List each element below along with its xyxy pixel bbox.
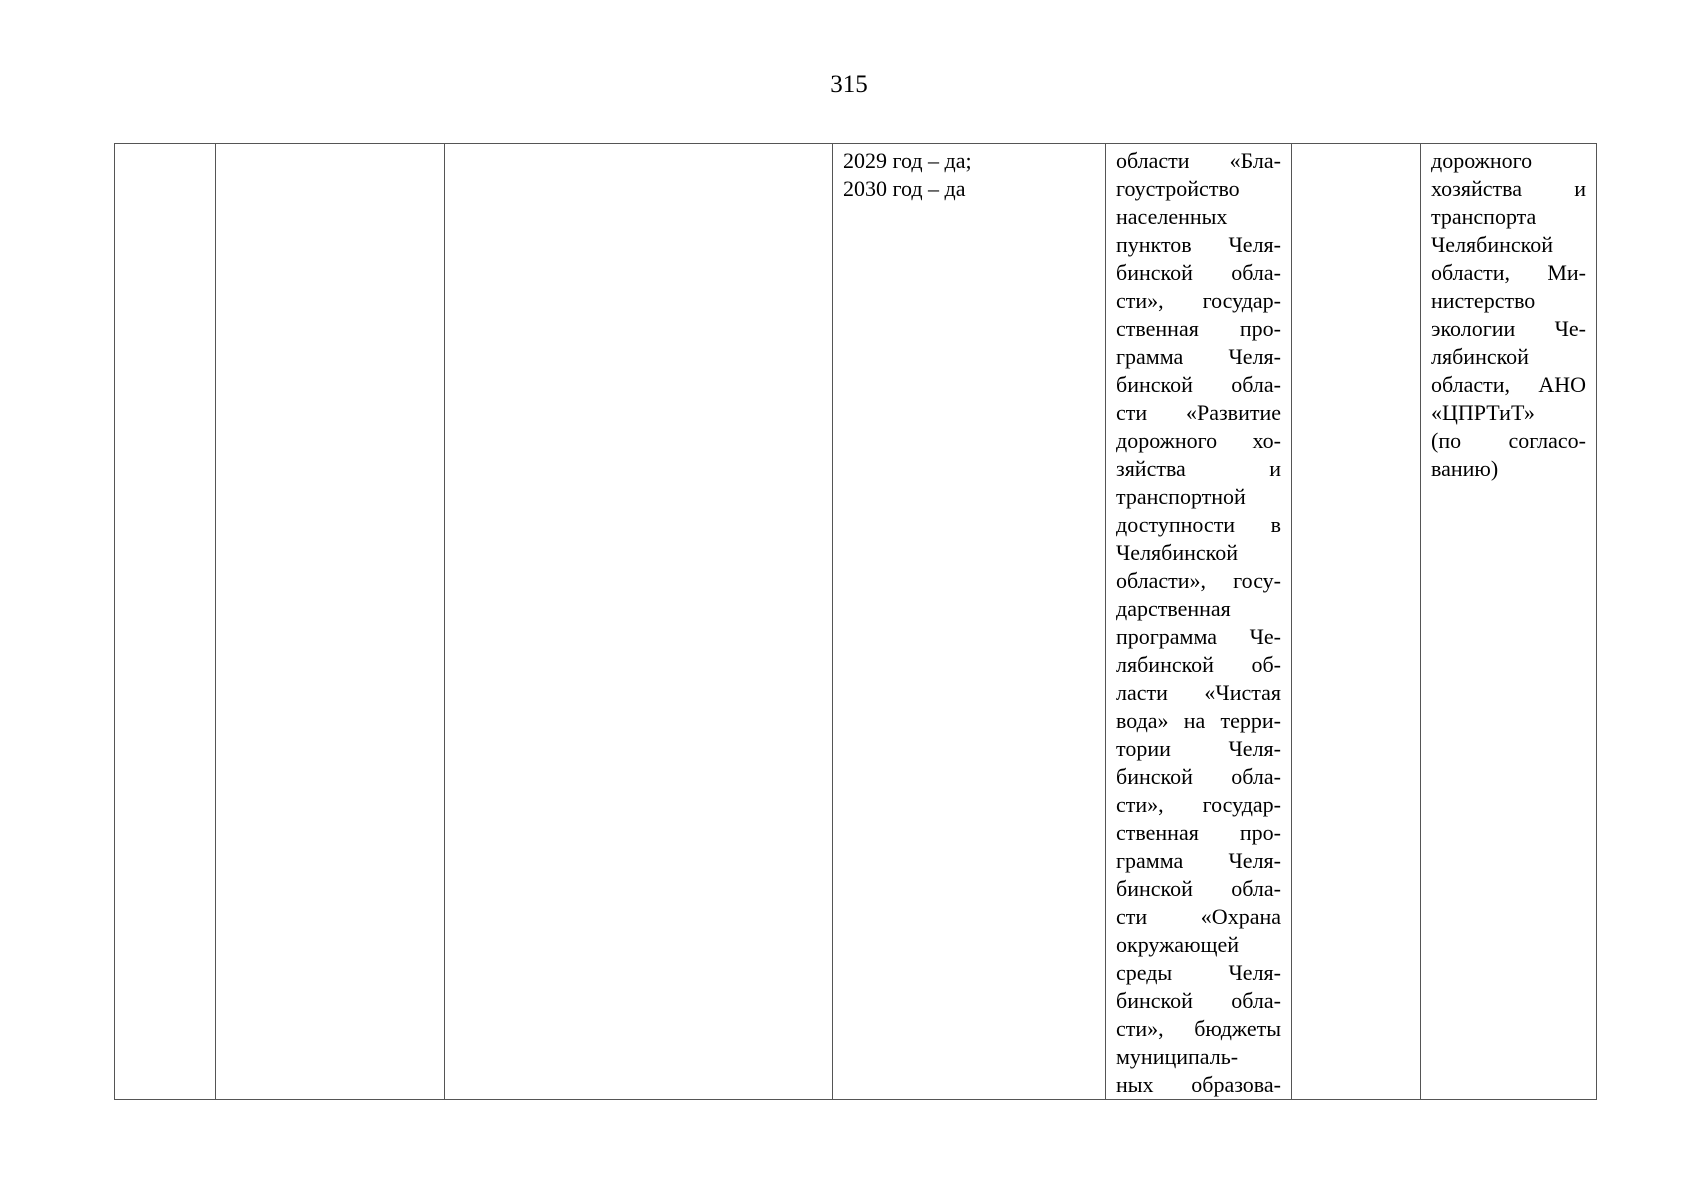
cell-line: хозяйства и <box>1431 176 1586 201</box>
cell-line: 2029 год – да; <box>843 148 972 173</box>
cell-line: ласти «Чистая <box>1116 680 1281 705</box>
cell-line: тории Челя- <box>1116 736 1281 761</box>
cell-col-2 <box>216 144 445 1100</box>
cell-line: транспортной <box>1116 484 1246 509</box>
cell-line: лябинской об- <box>1116 652 1281 677</box>
cell-line: экологии Че- <box>1431 316 1586 341</box>
cell-line: пунктов Челя- <box>1116 232 1281 257</box>
cell-line: программа Че- <box>1116 624 1281 649</box>
cell-col-1 <box>115 144 216 1100</box>
page-number: 315 <box>830 71 868 98</box>
cell-line: Челябинской <box>1431 232 1554 257</box>
cell-col-4-years <box>833 144 1106 1100</box>
cell-line: области «Бла- <box>1116 148 1281 173</box>
cell-col-3 <box>445 144 833 1100</box>
cell-line: «ЦПРТиТ» <box>1431 400 1535 425</box>
document-table <box>114 143 1597 1100</box>
cell-line: области, Ми- <box>1431 260 1586 285</box>
cell-line: дорожного хо- <box>1116 428 1281 453</box>
cell-line: среды Челя- <box>1116 960 1281 985</box>
cell-line: гоустройство <box>1116 176 1240 201</box>
table-row <box>115 144 1597 1100</box>
cell-line: транспорта <box>1431 204 1537 229</box>
cell-line: сти «Развитие <box>1116 400 1281 425</box>
cell-line: бинской обла- <box>1116 764 1281 789</box>
cell-line: дорожного <box>1431 148 1533 173</box>
cell-line: грамма Челя- <box>1116 344 1281 369</box>
cell-line: сти «Охрана <box>1116 904 1281 929</box>
cell-line: сти», бюджеты <box>1116 1016 1281 1041</box>
cell-line: ственная про- <box>1116 316 1281 341</box>
cell-line: ственная про- <box>1116 820 1281 845</box>
cell-line: сти», государ- <box>1116 288 1281 313</box>
cell-line: бинской обла- <box>1116 988 1281 1013</box>
cell-line: грамма Челя- <box>1116 848 1281 873</box>
cell-line: доступности в <box>1116 512 1281 537</box>
cell-line: бинской обла- <box>1116 260 1281 285</box>
cell-line: области, АНО <box>1431 372 1586 397</box>
cell-line: 2030 год – да <box>843 176 966 201</box>
cell-line: ных образова- <box>1116 1072 1281 1097</box>
cell-col-7-executors <box>1421 144 1597 1100</box>
cell-line: лябинской <box>1431 344 1529 369</box>
cell-col-6 <box>1292 144 1421 1100</box>
cell-line: дарственная <box>1116 596 1231 621</box>
cell-col-5-programs <box>1106 144 1292 1100</box>
cell-line: ванию) <box>1431 456 1499 481</box>
cell-line: сти», государ- <box>1116 792 1281 817</box>
cell-line: Челябинской <box>1116 540 1239 565</box>
cell-line: области», госу- <box>1116 568 1281 593</box>
cell-line: (по согласо- <box>1431 428 1586 453</box>
cell-line: нистерство <box>1431 288 1536 313</box>
cell-line: бинской обла- <box>1116 372 1281 397</box>
cell-line: вода» на терри- <box>1116 708 1281 733</box>
cell-line: населенных <box>1116 204 1228 229</box>
cell-line: муниципаль- <box>1116 1044 1239 1069</box>
cell-line: окружающей <box>1116 932 1239 957</box>
cell-line: бинской обла- <box>1116 876 1281 901</box>
cell-line: зяйства и <box>1116 456 1281 481</box>
